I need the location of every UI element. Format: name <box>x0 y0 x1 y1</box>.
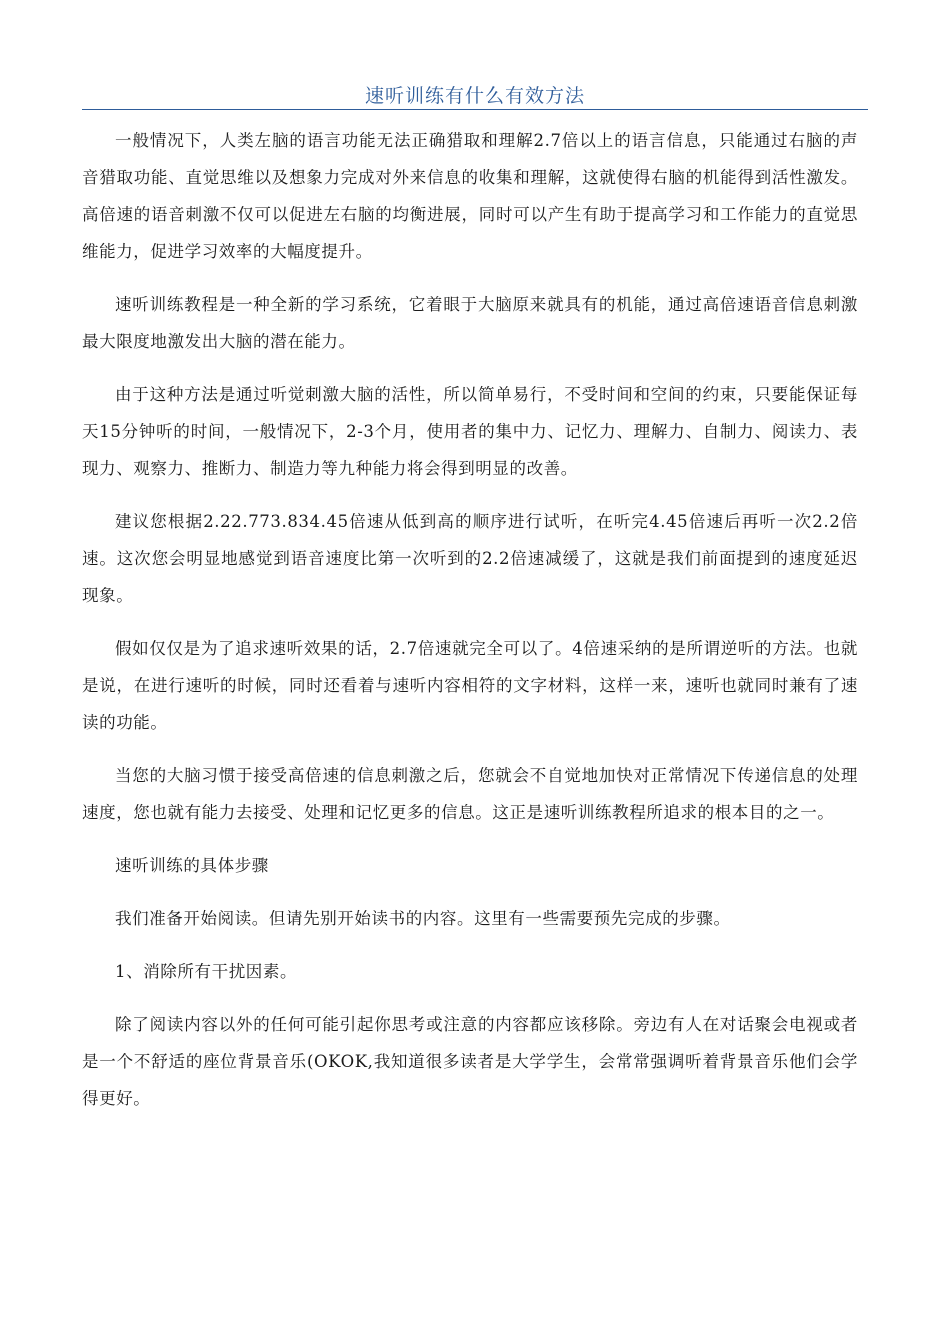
paragraph-habit: 当您的大脑习惯于接受高倍速的信息刺激之后，您就会不自觉地加快对正常情况下传递信息的处理速度，您也就有能力去接受、处理和记忆更多的信息。这正是速听训练教程所追求的根本目的之一。 <box>82 766 858 822</box>
paragraph-distractions: 除了阅读内容以外的任何可能引起你思考或注意的内容都应该移除。旁边有人在对话聚会电视或者是一个不舒适的座位背景音乐(OKOK,我知道很多读者是大学学生，会常常强调听着背景音乐他们会学得更好。 <box>82 1015 858 1108</box>
paragraph-method: 由于这种方法是通过听觉刺激大脑的活性，所以简单易行，不受时间和空间的约束，只要能保证每天15分钟听的时间，一般情况下，2-3个月，使用者的集中力、记忆力、理解力、自制力、阅读力、表现力、观察力、推断力、制造力等九种能力将会得到明显的改善。 <box>82 385 858 478</box>
step-1-heading: 1、消除所有干扰因素。 <box>115 962 298 981</box>
paragraph-tutorial: 速听训练教程是一种全新的学习系统，它着眼于大脑原来就具有的机能，通过高倍速语音信息刺激最大限度地激发出大脑的潜在能力。 <box>82 295 858 351</box>
section-heading-steps: 速听训练的具体步骤 <box>115 856 269 875</box>
paragraph-speed: 假如仅仅是为了追求速听效果的话，2.7倍速就完全可以了。4倍速采纳的是所谓逆听的方法。也就是说，在进行速听的时候，同时还看着与速听内容相符的文字材料，这样一来，速听也就同时兼有了速读的功能。 <box>82 639 858 732</box>
paragraph-intro: 一般情况下，人类左脑的语言功能无法正确猎取和理解2.7倍以上的语言信息，只能通过右脑的声音猎取功能、直觉思维以及想象力完成对外来信息的收集和理解，这就使得右脑的机能得到活性激发。高倍速的语音刺激不仅可以促进左右脑的均衡进展，同时可以产生有助于提高学习和工作能力的直觉思维能力，促进学习效率的大幅度提升。 <box>82 131 858 261</box>
paragraph-suggestion: 建议您根据2.22.773.834.45倍速从低到高的顺序进行试听，在听完4.45倍速后再听一次2.2倍速。这次您会明显地感觉到语音速度比第一次听到的2.2倍速减缓了，这就是我们前面提到的速度延迟现象。 <box>82 512 858 605</box>
document-title: 速听训练有什么有效方法 <box>364 85 585 107</box>
title-underline <box>82 109 868 110</box>
document-body <box>82 122 858 1133</box>
paragraph-prepare: 我们准备开始阅读。但请先别开始读书的内容。这里有一些需要预先完成的步骤。 <box>115 909 731 928</box>
